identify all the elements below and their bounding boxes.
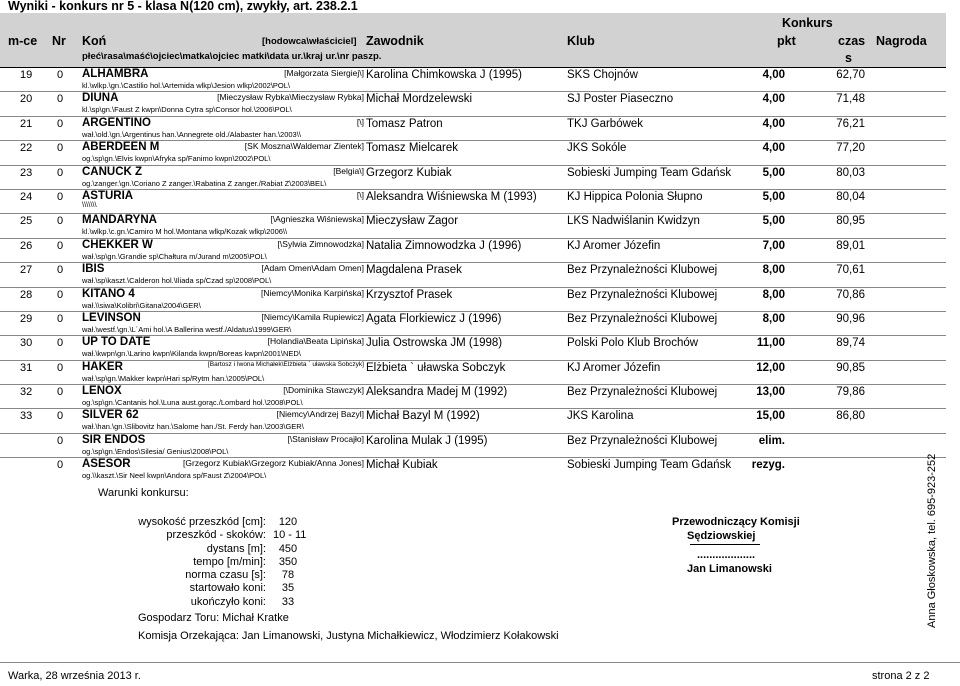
start-number-cell: 0 <box>57 459 64 472</box>
rider-cell: Karolina Mulak J (1995) <box>366 434 488 447</box>
start-number-cell: 0 <box>57 93 64 106</box>
footer-divider <box>0 662 960 663</box>
horse-details-cell: og.\zanger.\gn.\Coriano Z zanger.\Rabatina Z zanger./Rabiat Z\2003\BEL\ <box>82 178 327 188</box>
start-number-cell: 0 <box>57 239 64 252</box>
horse-details-cell: wał.\sp\gn.\Makker kwpn\Hari sp/Rytm han.\2005\POL\ <box>82 373 265 383</box>
club-cell: Bez Przynależności Klubowej <box>567 434 718 447</box>
table-row <box>0 311 946 335</box>
owner-cell: [Niemcy\Monika Karpińska] <box>261 287 364 298</box>
points-cell: 4,00 <box>762 142 785 155</box>
horse-name-cell: IBIS <box>82 263 105 276</box>
rank-cell: 32 <box>20 386 33 399</box>
start-number-cell: 0 <box>57 312 64 325</box>
start-number-cell: 0 <box>57 410 64 423</box>
course-host: Gospodarz Toru: Michał Kratke <box>138 612 289 624</box>
start-number-cell: 0 <box>57 190 64 203</box>
start-number-cell: 0 <box>57 264 64 277</box>
horse-name-cell: HAKER <box>82 360 123 373</box>
table-row <box>0 140 946 164</box>
table-row <box>0 408 946 432</box>
horse-details-cell: kl.\wlkp.\c.gn.\Camiro M hol.\Montana wlkp/Kozak wlkp\2006\\ <box>82 227 288 237</box>
horse-details-cell: \\\\\\\ <box>82 199 97 209</box>
club-cell: KJ Aromer Józefin <box>567 239 661 252</box>
horse-name-cell: ARGENTINO <box>82 116 151 129</box>
rider-cell: Michał Kubiak <box>366 459 438 472</box>
results-table <box>0 67 946 482</box>
club-cell: Polski Polo Klub Brochów <box>567 337 699 350</box>
rider-cell: Grzegorz Kubiak <box>366 166 452 179</box>
rank-cell: 28 <box>20 288 33 301</box>
time-cell: 80,03 <box>836 166 865 179</box>
start-number-cell: 0 <box>57 434 64 447</box>
owner-cell: [\] <box>356 116 364 127</box>
horse-details-cell: og.\sp\gn.\Elvis kwpn\Afryka sp/Fanimo kwpn\2002\POL\ <box>82 154 271 164</box>
horse-details-cell: og.\\kaszt.\Sir Neel kwpn\Andora sp/Faust Z\2004\POL\ <box>82 471 267 481</box>
rank-cell: 23 <box>20 166 33 179</box>
owner-cell: [Holandia\Beata Lipińska] <box>267 336 364 347</box>
condition-label: tempo [m/min]: <box>193 555 266 568</box>
time-cell: 71,48 <box>836 93 865 106</box>
points-cell: 8,00 <box>762 312 785 325</box>
rank-cell: 33 <box>20 410 33 423</box>
club-cell: JKS Sokóle <box>567 142 627 155</box>
condition-label: przeszkód - skoków: <box>166 529 266 542</box>
club-cell: SKS Chojnów <box>567 69 638 81</box>
table-row <box>0 384 946 408</box>
club-cell: SJ Poster Piaseczno <box>567 93 674 106</box>
horse-name-cell: ABERDEEN M <box>82 141 160 154</box>
condition-label: norma czasu [s]: <box>185 569 266 582</box>
owner-cell: [\Agnieszka Wiśniewska] <box>270 214 364 225</box>
table-row <box>0 287 946 311</box>
club-cell: Bez Przynależności Klubowej <box>567 312 718 325</box>
table-row <box>0 189 946 213</box>
time-cell: 70,86 <box>836 288 865 301</box>
club-cell: LKS Nadwiślanin Kwidzyn <box>567 215 700 228</box>
rank-cell: 21 <box>20 117 33 130</box>
table-row <box>0 116 946 140</box>
club-cell: Bez Przynależności Klubowej <box>567 386 718 399</box>
club-cell: Sobieski Jumping Team Gdańsk <box>567 166 732 179</box>
rider-cell: Aleksandra Madej M (1992) <box>366 386 508 399</box>
condition-value: 10 - 11 <box>273 529 307 542</box>
horse-details-cell: og.\sp\gn.\Cantanis hol.\Luna aust.gorąc./Lombard hol.\2008\POL\ <box>82 398 303 408</box>
header-subline: płeć\rasa\maść\ojciec\matka\ojciec matki\data ur.\kraj ur.\nr paszp. <box>82 51 382 62</box>
table-row <box>0 91 946 115</box>
condition-label: startowało koni: <box>189 582 266 595</box>
club-cell: Bez Przynależności Klubowej <box>567 264 718 277</box>
page-title: Wyniki - konkurs nr 5 - klasa N(120 cm), zwykły, art. 238.2.1 <box>8 0 358 13</box>
rank-cell: 27 <box>20 264 33 277</box>
points-cell: 8,00 <box>762 288 785 301</box>
start-number-cell: 0 <box>57 361 64 374</box>
time-cell: 77,20 <box>836 142 865 155</box>
table-row <box>0 165 946 189</box>
points-cell: 4,00 <box>762 117 785 130</box>
owner-cell: [\Dominika Stawczyk] <box>283 385 364 396</box>
header-owner: [hodowca\właściciel] <box>262 36 357 47</box>
points-cell: 4,00 <box>762 93 785 106</box>
footer-place-date: Warka, 28 września 2013 r. <box>8 670 141 682</box>
points-cell: 7,00 <box>762 239 785 252</box>
points-cell: rezyg. <box>751 459 785 472</box>
horse-name-cell: CHEKKER W <box>82 238 153 251</box>
owner-cell: [Mieczysław Rybka\Mieczysław Rybka] <box>217 92 364 103</box>
header-pkt: pkt <box>777 34 796 48</box>
club-cell: Sobieski Jumping Team Gdańsk <box>567 459 732 472</box>
rank-cell: 30 <box>20 337 33 350</box>
header-club: Klub <box>567 34 595 48</box>
table-row <box>0 457 946 481</box>
time-cell: 79,86 <box>836 386 865 399</box>
start-number-cell: 0 <box>57 386 64 399</box>
header-nr: Nr <box>52 34 66 48</box>
start-number-cell: 0 <box>57 215 64 228</box>
time-cell: 89,74 <box>836 337 865 350</box>
committee-title-1: Przewodniczący Komisji <box>672 516 800 528</box>
horse-name-cell: ASESOR <box>82 458 131 471</box>
time-cell: 70,61 <box>836 264 865 277</box>
owner-cell: [Małgorzata Siergiej\] <box>284 68 364 78</box>
horse-details-cell: wał.\kwpn\gn.\Larino kwpn\Kilanda kwpn/Boreas kwpn\2001\NED\ <box>82 349 301 359</box>
condition-label: ukończyło koni: <box>190 595 266 608</box>
rank-cell: 20 <box>20 93 33 106</box>
owner-cell: [\] <box>356 189 364 200</box>
owner-cell: [SK Moszna\Waldemar Zientek] <box>244 141 364 152</box>
horse-details-cell: wał.\han.\gn.\Slibovitz han.\Salome han./St. Ferdy han.\2003\GER\ <box>82 422 304 432</box>
owner-cell: [Niemcy\Andrzej Bazyl] <box>276 409 364 420</box>
rank-cell: 31 <box>20 361 33 374</box>
judging-committee: Komisja Orzekająca: Jan Limanowski, Justyna Michałkiewicz, Włodzimierz Kołakowski <box>138 630 559 642</box>
club-cell: TKJ Garbówek <box>567 117 644 130</box>
table-row <box>0 238 946 262</box>
horse-name-cell: ALHAMBRA <box>82 68 149 80</box>
points-cell: elim. <box>758 434 785 447</box>
committee-chair-name: Jan Limanowski <box>687 563 772 575</box>
time-cell: 62,70 <box>836 69 865 81</box>
rider-cell: Aleksandra Wiśniewska M (1993) <box>366 190 537 203</box>
conditions-heading: Warunki konkursu: <box>98 487 189 499</box>
time-cell: 80,95 <box>836 215 865 228</box>
rider-cell: Natalia Zimnowodzka J (1996) <box>366 239 522 252</box>
table-row <box>0 360 946 384</box>
condition-value: 78 <box>281 569 295 582</box>
owner-cell: [Belgia\] <box>333 165 364 176</box>
owner-cell: [\Sylwia Zimnowodzka] <box>277 238 364 249</box>
header-czas: czas <box>838 34 866 48</box>
rank-cell: 29 <box>20 312 33 325</box>
start-number-cell: 0 <box>57 117 64 130</box>
rider-cell: Michał Mordzelewski <box>366 93 473 106</box>
time-cell: 76,21 <box>836 117 865 130</box>
horse-details-cell: kl.\wlkp.\gn.\Castilio hol.\Artemida wlkp\Jesion wlkp\2002\POL\ <box>82 81 291 90</box>
points-cell: 13,00 <box>756 386 785 399</box>
horse-name-cell: KITANO 4 <box>82 287 135 300</box>
horse-name-cell: SIR ENDOS <box>82 433 146 446</box>
points-cell: 5,00 <box>762 215 785 228</box>
points-cell: 5,00 <box>762 190 785 203</box>
points-cell: 8,00 <box>762 264 785 277</box>
table-row <box>0 433 946 457</box>
committee-title-2: Sędziowskiej <box>687 530 756 542</box>
points-cell: 12,00 <box>756 361 785 374</box>
condition-value: 120 <box>278 516 298 528</box>
header-horse: Koń <box>82 34 107 48</box>
rider-cell: Tomasz Patron <box>366 117 443 130</box>
committee-title-underline <box>690 544 760 545</box>
start-number-cell: 0 <box>57 288 64 301</box>
rider-cell: Michał Bazyl M (1992) <box>366 410 480 423</box>
horse-name-cell: MANDARYNA <box>82 214 157 227</box>
committee-signature-dots: ................... <box>697 549 756 561</box>
time-cell: 86,80 <box>836 410 865 423</box>
condition-value: 350 <box>278 555 298 568</box>
rank-cell: 22 <box>20 142 33 155</box>
header-nagroda: Nagroda <box>876 34 927 48</box>
rider-cell: Mieczysław Zagor <box>366 215 459 228</box>
rank-cell: 26 <box>20 239 33 252</box>
start-number-cell: 0 <box>57 69 64 81</box>
horse-name-cell: LENOX <box>82 385 122 398</box>
horse-details-cell: og.\sp\gn.\Endos\Silesia/ Genius\2008\POL\ <box>82 446 229 456</box>
rider-cell: Julia Ostrowska JM (1998) <box>366 337 503 350</box>
club-cell: JKS Karolina <box>567 410 634 423</box>
table-row <box>0 335 946 359</box>
club-cell: KJ Aromer Józefin <box>567 361 661 374</box>
rank-cell: 24 <box>20 190 33 203</box>
points-cell: 11,00 <box>756 337 785 350</box>
points-cell: 5,00 <box>762 166 785 179</box>
time-cell: 90,85 <box>836 361 865 374</box>
owner-cell: [Bartosz i Iwona Michałek\Elżbieta ` uławska Sobczyk] <box>207 360 364 368</box>
rider-cell: Krzysztof Prasek <box>366 288 453 301</box>
rider-cell: Elżbieta ` uławska Sobczyk <box>366 361 506 374</box>
owner-cell: [Niemcy\Kamila Rupiewicz] <box>261 311 364 322</box>
footer-page-number: strona 2 z 2 <box>872 670 930 682</box>
side-note: Anna Głoskowska, tel. 695-923-252 <box>926 453 938 628</box>
owner-cell: [Grzegorz Kubiak\Grzegorz Kubiak/Anna Jones] <box>183 458 364 469</box>
points-cell: 15,00 <box>756 410 785 423</box>
horse-details-cell: kl.\sp\gn.\Faust Z kwpn\Donna Cytra sp\Consor hol.\2006\POL\ <box>82 105 292 115</box>
table-row <box>0 213 946 237</box>
time-cell: 80,04 <box>836 190 865 203</box>
condition-label: wysokość przeszkód [cm]: <box>138 516 266 528</box>
condition-value: 35 <box>281 582 295 595</box>
header-rider: Zawodnik <box>366 34 424 48</box>
horse-details-cell: wał.\old.\gn.\Argentinus han.\Annegrete old./Alabaster han.\2003\\ <box>82 129 301 139</box>
start-number-cell: 0 <box>57 142 64 155</box>
points-cell: 4,00 <box>762 69 785 81</box>
club-cell: Bez Przynależności Klubowej <box>567 288 718 301</box>
rider-cell: Karolina Chimkowska J (1995) <box>366 69 522 81</box>
horse-details-cell: wał.\\siwa\Kolibri\Gitana\2004\GER\ <box>82 300 201 310</box>
header-konkurs: Konkurs <box>782 16 833 30</box>
condition-value: 450 <box>278 542 298 555</box>
rider-cell: Magdalena Prasek <box>366 264 462 277</box>
horse-name-cell: LEVINSON <box>82 311 141 324</box>
owner-cell: [Adam Omen\Adam Omen] <box>261 263 364 274</box>
horse-details-cell: wał.\sp\kaszt.\Calderon hol.\Iliada sp/Czad sp\2008\POL\ <box>82 276 272 286</box>
horse-name-cell: DIUNA <box>82 92 119 105</box>
header-mce: m-ce <box>8 34 38 48</box>
rider-cell: Agata Florkiewicz J (1996) <box>366 312 502 325</box>
horse-name-cell: SILVER 62 <box>82 409 139 422</box>
horse-name-cell: ASTURIA <box>82 189 134 202</box>
table-row <box>0 262 946 286</box>
rank-cell: 25 <box>20 215 33 228</box>
rank-cell: 19 <box>20 69 33 81</box>
club-cell: KJ Hippica Polonia Słupno <box>567 190 703 203</box>
start-number-cell: 0 <box>57 337 64 350</box>
start-number-cell: 0 <box>57 166 64 179</box>
condition-label: dystans [m]: <box>206 542 266 555</box>
time-cell: 90,96 <box>836 312 865 325</box>
condition-value: 33 <box>281 595 295 608</box>
horse-name-cell: UP TO DATE <box>82 336 151 349</box>
horse-name-cell: CANUCK Z <box>82 165 143 178</box>
horse-details-cell: wał.\westf.\gn.\L´Ami hol.\A Ballerina westf./Aldatus\1999\GER\ <box>82 324 292 334</box>
table-row <box>0 67 946 91</box>
horse-details-cell: wał.\sp\gn.\Grandie sp\Chałtura m/Jurand m\2005\POL\ <box>82 251 267 261</box>
rider-cell: Tomasz Mielcarek <box>366 142 459 155</box>
header-seconds: s <box>845 51 852 65</box>
owner-cell: [\Stanisław Procajło] <box>287 433 364 444</box>
time-cell: 89,01 <box>836 239 865 252</box>
